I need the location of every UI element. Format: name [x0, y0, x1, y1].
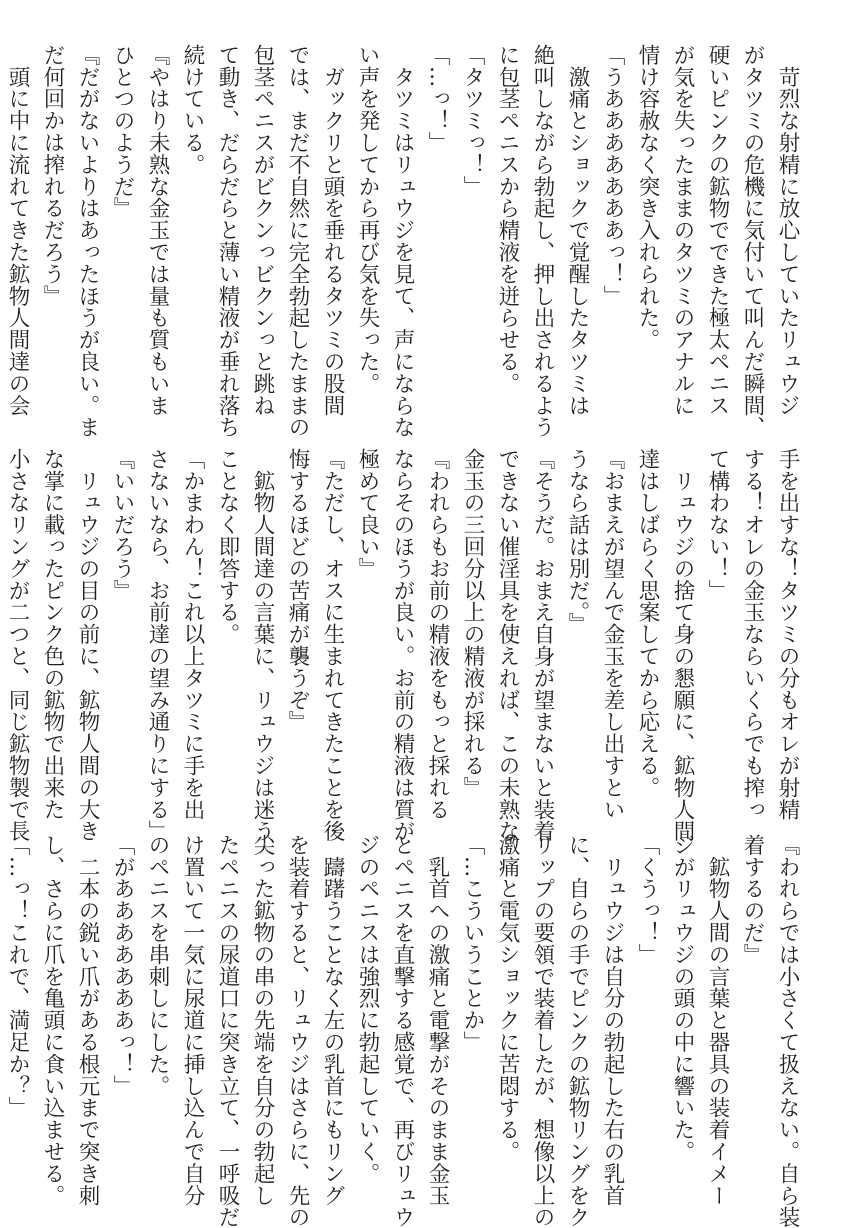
text-column: 『われらでは小さくて扱えない。自ら装	[775, 834, 800, 1228]
text-column: て構わない！」	[705, 448, 730, 602]
text-column: とペニスを直撃する感覚で、再びリュウ	[390, 834, 415, 1228]
text-column: い声を発してから再び気を失った。	[355, 44, 380, 395]
text-column: では、まだ不自然に完全勃起したままの	[285, 44, 310, 439]
text-column: 『やはり未熟な金玉では量も質もいま	[145, 44, 170, 417]
text-column: のペニスを串刺しにした。	[145, 834, 170, 1097]
text-column: リップの要領で装着したが、想像以上の	[530, 834, 555, 1228]
text-column: 『いいだろう』	[110, 448, 135, 602]
text-column: ならそのほうが良い。お前の精液は質が	[390, 448, 415, 843]
text-column: 「かまわん！これ以上タツミに手を出	[180, 448, 205, 821]
text-column: できない催淫具を使えれば、この未熟な	[495, 448, 520, 843]
text-column: 激痛と電気ショックに苦悶する。	[495, 834, 520, 1163]
text-column: 着するのだ』	[740, 834, 765, 966]
text-column: だ何回かは搾れるだろう』	[40, 44, 65, 307]
text-column: 「…こういうことか」	[460, 834, 485, 1053]
text-column: 情け容赦なく突き入れられた。	[635, 44, 660, 351]
text-column: たペニスの尿道口に突き立て、一呼吸だ	[215, 834, 240, 1228]
text-column: を装着すると、リュウジはさらに、先の	[285, 834, 310, 1228]
text-block-top	[5, 44, 805, 439]
text-column: け置いて一気に尿道に挿し込んで自分	[180, 834, 205, 1207]
text-column: リュウジは自分の勃起した右の乳首	[600, 834, 625, 1207]
text-column: 「タツミっ！」	[460, 44, 485, 198]
text-column: 金玉の三回分以上の精液が採れる』	[460, 448, 485, 799]
text-column: な掌に載ったピンク色の鉱物で出来た	[40, 448, 65, 821]
text-column: 『おまえが望んで金玉を差し出すとい	[600, 448, 625, 821]
text-column: 硬いピンクの鉱物でできた極太ペニス	[705, 44, 730, 417]
text-column: ジがリュウジの頭の中に響いた。	[670, 834, 695, 1163]
text-block-bottom	[5, 834, 805, 1228]
text-column: ジのペニスは強烈に勃起していく。	[355, 834, 380, 1185]
text-column: 苛烈な射精に放心していたリュウジ	[775, 44, 800, 417]
text-column: がタツミの危機に気付いて叫んだ瞬間、	[740, 44, 765, 439]
text-column: リュウジの目の前に、鉱物人間の大き	[75, 448, 100, 843]
text-column: 頭に中に流れてきた鉱物人間達の会	[5, 44, 30, 417]
text-column: 鉱物人間達の言葉に、リュウジは迷う	[250, 448, 275, 843]
text-column: 躊躇うことなく左の乳首にもリング	[320, 834, 345, 1207]
text-column: 続けている。	[180, 44, 205, 176]
text-column: ことなく即答する。	[215, 448, 240, 646]
text-column: 小さなリングが二つと、同じ鉱物製で長	[5, 448, 30, 843]
text-column: 「…っ！」	[425, 44, 450, 154]
text-column: 極めて良い』	[355, 448, 380, 580]
text-column: が気を失ったままのタツミのアナルに	[670, 44, 695, 417]
text-column: し、さらに爪を亀頭に食い込ませる。	[40, 834, 65, 1207]
text-column: する！オレの金玉ならいくらでも搾っ	[740, 448, 765, 821]
text-column: に包茎ペニスから精液を迸らせる。	[495, 44, 520, 395]
text-column: 達はしばらく思案してから応える。	[635, 448, 660, 799]
text-column: 鉱物人間の言葉と器具の装着イメー	[705, 834, 730, 1207]
text-column: ガックリと頭を垂れるタツミの股間	[320, 44, 345, 417]
text-column: 悔するほどの苦痛が襲うぞ』	[285, 448, 310, 733]
text-column: 二本の鋭い爪がある根元まで突き刺	[75, 834, 100, 1207]
text-block-middle	[5, 448, 805, 843]
text-column: 尖った鉱物の串の先端を自分の勃起し	[250, 834, 275, 1207]
text-column: 『そうだ。おまえ自身が望まないと装着	[530, 448, 555, 843]
text-column: 「があああああああっ！」	[110, 834, 135, 1097]
text-column: うなら話は別だ。』	[565, 448, 590, 635]
text-column: 『われらもお前の精液をもっと採れる	[425, 448, 450, 821]
text-column: 包茎ペニスがビクンっビクンっと跳ね	[250, 44, 275, 417]
text-column: 手を出すな！タツミの分もオレが射精	[775, 448, 800, 821]
text-column: に、自らの手でピンクの鉱物リングをク	[565, 834, 590, 1228]
text-column: 乳首への激痛と電撃がそのまま金玉	[425, 834, 450, 1207]
text-column: 「くうっ！」	[635, 834, 660, 966]
text-column: タツミはリュウジを見て、声にならな	[390, 44, 415, 439]
text-column: て動き、だらだらと薄い精液が垂れ落ち	[215, 44, 240, 439]
text-column: 『ただし、オスに生まれてきたことを後	[320, 448, 345, 843]
text-column: さないなら、お前達の望み通りにする」	[145, 448, 170, 843]
text-column: 「…っ！これで、満足か？」	[5, 834, 30, 1119]
text-column: リュウジの捨て身の懇願に、鉱物人間	[670, 448, 695, 843]
text-column: ひとつのようだ』	[110, 44, 135, 220]
text-column: 「うあああああああっ！」	[600, 44, 625, 307]
text-column: 激痛とショックで覚醒したタツミは	[565, 44, 590, 417]
text-column: 絶叫しながら勃起し、押し出されるよう	[530, 44, 555, 439]
text-column: 『だがないよりはあったほうが良い。ま	[75, 44, 100, 439]
